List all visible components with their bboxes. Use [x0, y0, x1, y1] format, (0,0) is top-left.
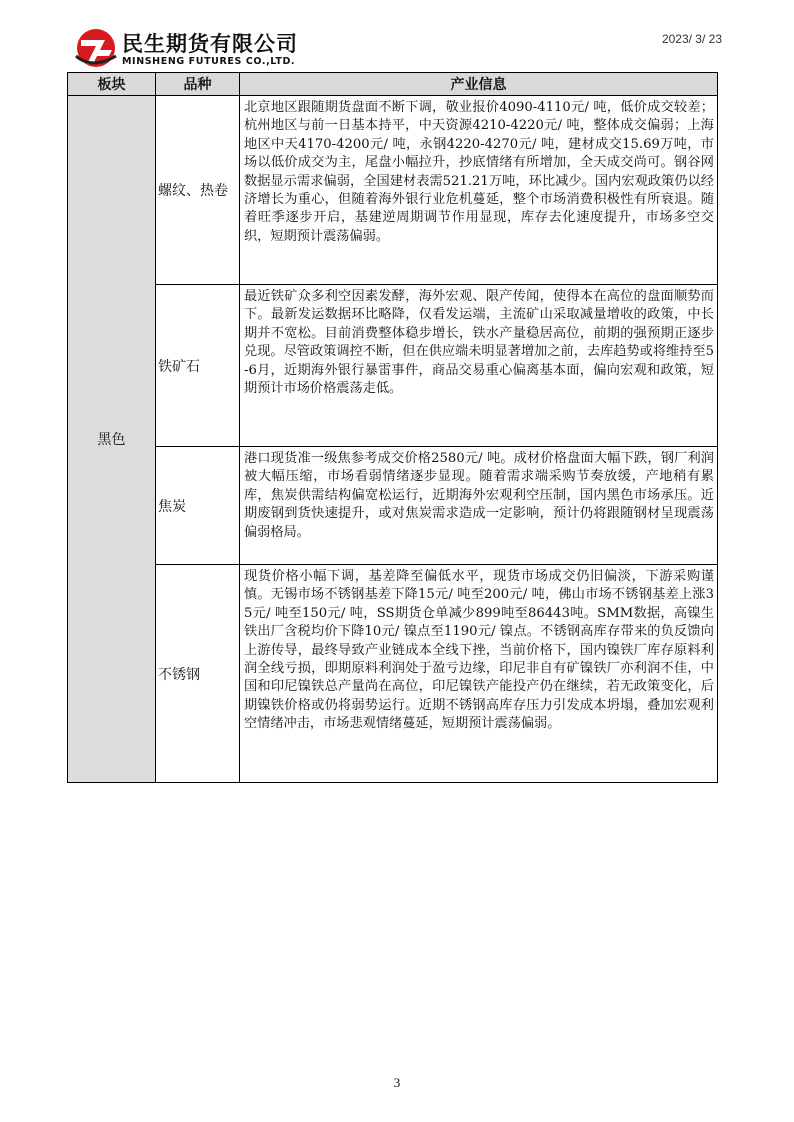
column-header-variety: 品种: [156, 73, 240, 96]
sector-cell: 黑色: [68, 96, 156, 783]
variety-cell: 焦炭: [156, 447, 240, 565]
minsheng-logo-icon: [72, 26, 120, 70]
column-header-industry-info: 产业信息: [240, 73, 718, 96]
industry-info-cell: 最近铁矿众多利空因素发酵，海外宏观、限产传闻，使得本在高位的盘面顺势而下。最新发运数据环比略降，仅看发运端，主流矿山采取减量增收的政策，中长期并不宽松。目前消费整体稳步增长，铁水产量稳居高位，前期的强预期正逐步兑现。尽管政策调控不断，但在供应端未明显著增加之前，去库趋势或将维持至5-6月，近期海外银行暴雷事件，商品交易重心偏离基本面，偏向宏观和政策，短期预计市场价格震荡走低。: [240, 285, 718, 447]
page-number: 3: [393, 1075, 401, 1090]
variety-cell: 不锈钢: [156, 565, 240, 783]
industry-info-cell: 现货价格小幅下调，基差降至偏低水平，现货市场成交仍旧偏淡，下游采购谨慎。无锡市场不锈钢基差下降15元/ 吨至200元/ 吨，佛山市场不锈钢基差上涨35元/ 吨至150元/ 吨，SS期货仓单减少899吨至86443吨。SMM数据，高镍生铁出厂含税均价下降10元/ 镍点至1190元/ 镍点。不锈钢高库存带来的负反馈向上游传导，最终导致产业链成本全线下挫，当前价格下，国内镍铁厂库存原料利润全线亏损，即期原料利润处于盈亏边缘，印尼非自有矿镍铁厂亦利润不佳，中国和印尼镍铁总产量尚在高位，印尼镍铁产能投产仍在继续，若无政策变化，后期镍铁价格或仍将弱势运行。近期不锈钢高库存压力引发成本坍塌，叠加宏观利空情绪冲击，市场悲观情绪蔓延，短期预计震荡偏弱。: [240, 565, 718, 783]
company-name-en: MINSHENG FUTURES CO.,LTD.: [122, 56, 296, 67]
table-row: [68, 285, 718, 447]
column-header-sector: 板块: [68, 73, 156, 96]
report-date: 2023/ 3/ 23: [661, 32, 722, 46]
table-row: [68, 96, 718, 285]
table-row: [68, 447, 718, 565]
table-row: [68, 565, 718, 783]
table-header-row: [68, 73, 718, 96]
industry-info-table: [67, 72, 718, 783]
industry-info-cell: 北京地区跟随期货盘面不断下调，敬业报价4090-4110元/ 吨，低价成交较差；杭州地区与前一日基本持平，中天资源4210-4220元/ 吨，整体成交偏弱；上海地区中天4170-4200元/ 吨，永钢4220-4270元/ 吨，建材成交15.69万吨，市场以低价成交为主，尾盘小幅拉升，抄底情绪有所增加，全天成交尚可。钢谷网数据显示需求偏弱，全国建材表需521.21万吨，环比减少。国内宏观政策仍以经济增长为重心，但随着海外银行业危机蔓延，整个市场消费积极性有所衰退。随着旺季逐步开启，基建逆周期调节作用显现，库存去化速度提升，市场多空交织，短期预计震荡偏弱。: [240, 96, 718, 285]
variety-cell: 铁矿石: [156, 285, 240, 447]
variety-cell: 螺纹、热卷: [156, 96, 240, 285]
industry-info-cell: 港口现货准一级焦参考成交价格2580元/ 吨。成材价格盘面大幅下跌，钢厂利润被大幅压缩，市场看弱情绪逐步显现。随着需求端采购节奏放缓，产地稍有累库，焦炭供需结构偏宽松运行，近期海外宏观利空压制，国内黑色市场承压。近期废钢到货快速提升，或对焦炭需求造成一定影响，预计仍将跟随钢材呈现震荡偏弱格局。: [240, 447, 718, 565]
page-header: [72, 26, 722, 70]
company-name-cn: 民生期货有限公司: [122, 32, 298, 56]
